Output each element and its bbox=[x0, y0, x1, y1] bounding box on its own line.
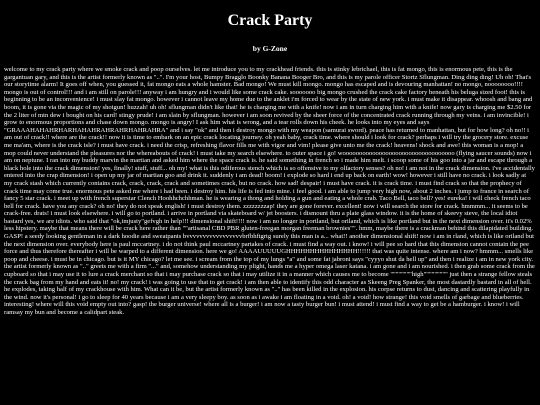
author-byline: by G-Zone bbox=[252, 44, 288, 53]
story-body: welcome to my crack party where we smoke crack and poop ourselves. let me introduce you to my crackhead friends. this is stinky lebrichael, this is fat mongo, this is enormous pete, this is the gargantuan gary, and this is the artist formerly known as "..". I'm your host, Bumpy Bragglo Boonky Banana Booger Bro, and this is my parole officer Stortz Sflungman. Ding ding ding! Uh oh! That's our storytime alarm! It goes off when, you guessed it, fat mongo eats a whole hamster. Bad mongo! We must kill mongo. mongo has escaped and is devouring manhattan! no mongo, noooooooo!!!! mongo is out of control!!! and i am still on parole!!! anyway i am hungry and i would like some crack cake. sooooooo big mongo crushed the crack cake factory beneath his beluga sized foot! this is beginning to be an inconvenience! i must slay fat mongo. however i cannot leave my home due to the anklet i'm forced to wear by the state of new york. i must make it disappear. whoosh and bang and boom, it is gone via the magic of my shotgun! huzzah! uh oh! sflungman didn't like that! he is charging me with a knife! now i am in turn charging him with a knife! now gary is charging me $2.50 for the 2 liter of mtn dew i bought on his card! stingy prude! i am slain by sflungman. however i am soon revived by the sheer force of the concentrated crack running through my veins. i am invincible! i grow to enormous proportions and chase down mongo. mongo is angry! I ask him what is wrong, and a tear rolls down his cheek. he looks into my eyes and says "GRAAAHAHAHRHARHAHAHRAHRAHRHAHRAHRA" and i say "ok" and then i destroy mongo with my weapon (samurai sword). peace has returned to manhattan, but for how long? oh no!! i am out of crack!! where are the crack!! now it is time to embark on an epic crack locating journey. oh yeah baby, crack time. where should i look for crack? perhaps i will try the grocery store. excuse me ma'am, where is the crack isle? i must have crack. i need the crisp, refreshing flavor fills me with vigor and vim! please give unto me the crack! heavens! shock and awe! this woman is a mop! a mop could never understand the pleasures nor the whereabouts of crack! i must take my search elsewhere. to outer space i go! woooooooooooooooooooooooooooooooooo (flying saucer sounds) now i am on neptune. I ran into my buddy marvin the martian and asked him where the space crack is. he said something in french so i made him melt. i scoop some of his goo into a jar and escape through a black hole into the crack dimension! yes, finally! stuff, stuff... oh my! what is this odiferous stench which is so offensive to my olfactory senses? oh no! i am not in the crack dimension. i've accidentally entered into the crap dimension! i open up my jar of martian goo and drink it. suddenly i am dead! boom! i explode so hard i end up back on earth! wow! however i still have no crack. i look sadly at my crack stash which currently contains crack, crack, crack, crack and sometimes crack, but no crack. how sad! despair! i must have crack. it is crack time. i must find crack so that the prophecy of crack time may come true. enormous pete asked me where i had been. i destroy him. his life is fed into mine. i feel good. i am able to jump very high now, about 2 inches. i jump to france in search of fancy 5 star crack. i meet up with french superstar Clench Hoohhchchhman. he is wearing a thong and holding a gun and eating a whole crab. Taco Bell, taco bell? yes! eureka! i will check french taco bell for crack. have you any crack? oh no! they do not speak english! i must destroy them. zzzzzzzzap! they are gone forever. excellent! now i will search the store for crack. hmmmm... it seems to be crack-free. drats! i must look elsewhere. i will go to portland. i arrive in portland via skateboard w/ jet boosters. i dismount thru a plate glass window. it is the home of skeevy steve, the local idiot bastard yes, we are idiots. who said that "ok,imjusty"gefvgh in help!!! dimensional shift!!!! now i am no longer in portland, but oriland, which is like portland but in the next dimension over. it's 0.02% less hipstery. maybe that means there will be crack here rather than ""artisanal CBD PBR gluten-freegan morgan freeman brownies"". hmm, maybe there is a crackman behind this dilapidated building. GASP! a seedy looking gentleman in a dark hoodie and sweatpants bvvvvvvvvvvvvvvvvvbrfbhftgrtg surely this man is a... what!! another dimensional shift! now i am in rland, which is like oriland but the next dimension over. everybody here is paul mccartney. i do not think paul mccartney partakes of crack. i must find a way out. i know! i will pee so hard that this dimension cannot contain the pee force and thus therefore thereafter i will be warped to a different dimension. here we go! AAAAUUUUUGHHHHHHHHHHHHHHH!!!!!! that was quite intense. where am i now? hmmm... smells like poop and cheese. i must be in chicago. but is it MY chicago? let me see. i scream from the top of my lungs "a" and some fat jabroni says "cyyyo shut da hell up" and then i realize i am in new york city. the artist formerly known as ".." greets me with a firm "..." and, somehow understanding my plight, hands me a hyper omega laser katana. i am gone and i am nourished. i then grab some crack from the cupboard so that i may use it to lure a crack merchant so that i may purchase crack so that i may utilize it in a manner which causes me to become """"""""high""""""""" just then a strange fellow steals the crack bag from my hand and eats it! no! my crack! i was going to use that to get crack! i am then able to identify this odd character as Skeeng Preg Spanker, the most dastardly bastard in all of hell. he explodes, taking half of my crackhouse with him. What can it be, but the artist formerly known as ".." has been killed in the explosion. his corpse returns to dust, dancing and scattering playfully in the wind. now it's personal! i go to sleep for 40 years because i am a very sleepy boy. as soon as i awake i am floating in a void. oh! a void! how strange! this void smells of garbage and blueberries. interesting! where will this void empty out into? gasp! the burger universe! where all is a burger! i am now a tasty burger bun! i must attend! i must find a way to get be a hamburger. i know! i will ramsay my bun and become a calidpart steak. bbox=[4, 66, 535, 316]
page-title: Crack Party bbox=[227, 12, 313, 29]
